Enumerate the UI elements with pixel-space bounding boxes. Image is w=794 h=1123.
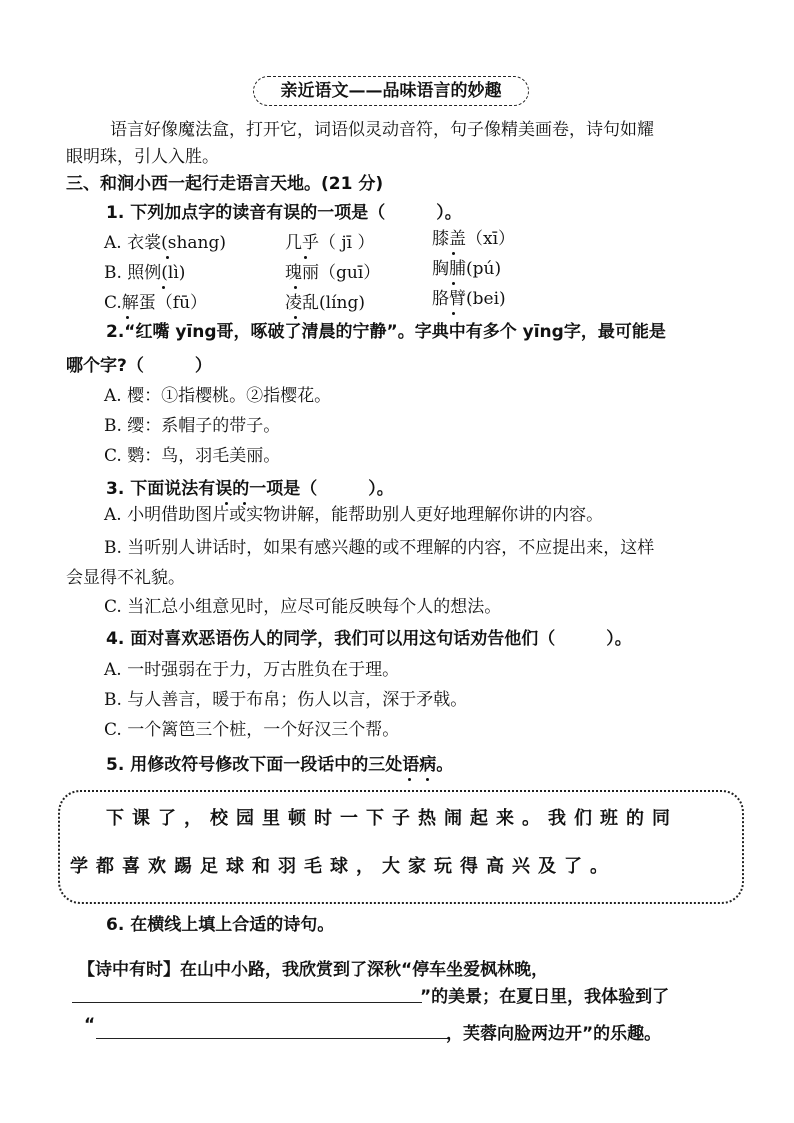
q3-option-b-cont: 会显得不礼貌。 — [66, 568, 185, 588]
emphasis-dot — [126, 316, 129, 319]
q2-option-a: A. 樱：①指樱桃。②指樱花。 — [104, 386, 332, 406]
q6-line-2-suffix: ”的美景；在夏日里，我体验到了 — [420, 987, 670, 1007]
q1-option: 胸脯(pú) — [432, 259, 502, 279]
q1-option: 瑰丽（guī） — [285, 263, 381, 283]
emphasis-dot — [294, 286, 297, 289]
q1-option: 凌乱(líng) — [285, 293, 365, 313]
q3-option-a: A. 小明借助图片或实物讲解，能帮助别人更好地理解你讲的内容。 — [104, 505, 604, 525]
q2-option-c: C. 鹦：鸟，羽毛美丽。 — [104, 446, 281, 466]
q5-stem: 5. 用修改符号修改下面一段话中的三处语病。 — [106, 755, 454, 775]
emphasis-dot — [426, 778, 429, 781]
emphasis-dot — [452, 312, 455, 315]
emphasis-dot — [452, 252, 455, 255]
q2-stem-line-2: 哪个字?（ ） — [66, 356, 212, 376]
q6-stem: 6. 在横线上填上合适的诗句。 — [106, 915, 335, 935]
q4-stem: 4. 面对喜欢恶语伤人的同学，我们可以用这句话劝告他们（ ）。 — [106, 629, 632, 649]
q4-option-b: B. 与人善言，暖于布帛；伤人以言，深于矛戟。 — [104, 690, 468, 710]
q6-line-3-suffix: ，芙蓉向脸两边开”的乐趣。 — [446, 1024, 662, 1044]
q1-option: 胳臂(bei) — [432, 289, 506, 309]
q6-line-1: 【诗中有时】在山中小路，我欣赏到了深秋“停车坐爱枫林晚， — [78, 960, 549, 980]
q1-option: B. 照例(lì) — [104, 263, 186, 283]
q4-option-a: A. 一时强弱在于力，万古胜负在于理。 — [104, 660, 400, 680]
emphasis-dot — [408, 778, 411, 781]
q1-option: A. 衣裳(shang) — [104, 233, 226, 253]
emphasis-dot — [452, 282, 455, 285]
section-title: 亲近语文——品味语言的妙趣 — [253, 76, 529, 106]
q2-option-b: B. 缨：系帽子的带子。 — [104, 416, 281, 436]
q1-option: 膝盖（xī） — [432, 229, 516, 249]
emphasis-dot — [304, 256, 307, 259]
q1-option: 几乎（ jī ） — [285, 233, 375, 253]
emphasis-dot — [162, 286, 165, 289]
intro-line-2: 眼明珠，引人入胜。 — [66, 147, 219, 167]
q5-passage-line-2: 学都喜欢踢足球和羽毛球，大家玩得高兴及了。 — [70, 856, 616, 877]
q5-passage-line-1: 下课了，校园里顿时一下子热闹起来。我们班的同 — [106, 808, 678, 829]
q1-option: C.解蛋（fū） — [104, 293, 208, 313]
answer-blank-2[interactable] — [96, 1037, 448, 1039]
q2-stem-line-1: 2.“红嘴 yīng哥，啄破了清晨的宁静”。字典中有多个 yīng字，最可能是 — [106, 322, 666, 342]
q3-option-c: C. 当汇总小组意见时，应尽可能反映每个人的想法。 — [104, 597, 502, 617]
q3-option-b: B. 当听别人讲话时，如果有感兴趣的或不理解的内容，不应提出来，这样 — [104, 538, 655, 558]
answer-blank-1[interactable] — [72, 1001, 422, 1003]
emphasis-dot — [166, 256, 169, 259]
emphasis-dot — [294, 316, 297, 319]
q6-line-3-prefix: “ — [84, 1015, 96, 1035]
intro-line-1: 语言好像魔法盒，打开它，词语似灵动音符，句子像精美画卷，诗句如耀 — [110, 120, 654, 140]
section-heading: 三、和涧小西一起行走语言天地。(21 分) — [66, 174, 384, 194]
q4-option-c: C. 一个篱笆三个桩，一个好汉三个帮。 — [104, 720, 400, 740]
q3-stem: 3. 下面说法有误的一项是（ ）。 — [106, 479, 394, 499]
q1-stem: 1. 下列加点字的读音有误的一项是（ ）。 — [106, 203, 462, 223]
